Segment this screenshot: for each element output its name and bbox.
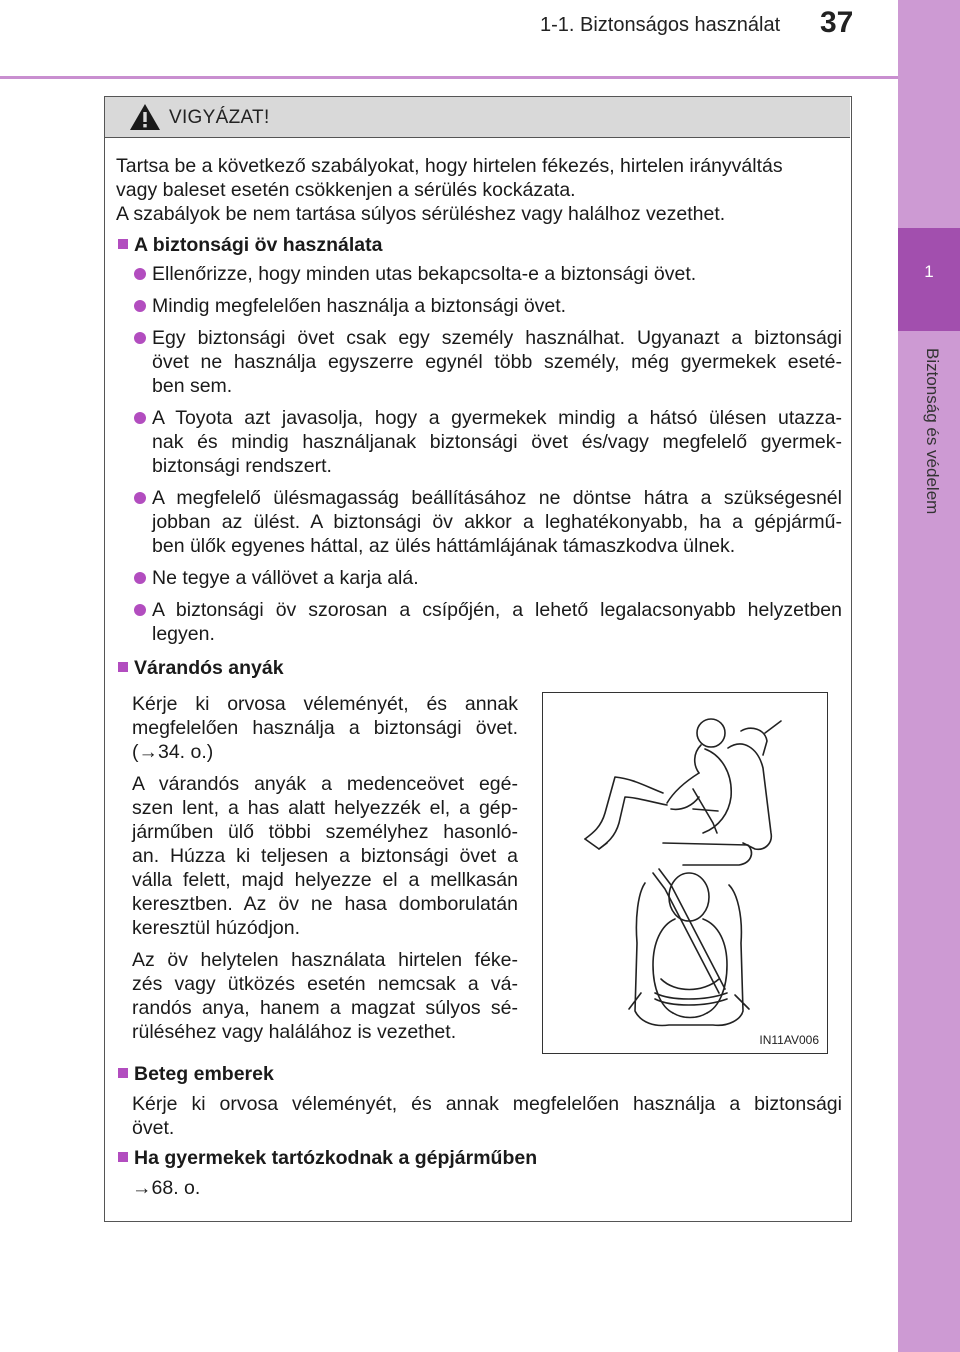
bullet-item (152, 294, 842, 318)
pregnant-paragraph-2 (132, 772, 518, 940)
paragraph-line: keresztül húzódjon. (132, 917, 301, 939)
warning-header (105, 97, 850, 138)
paragraph-line: (→34. o.) (132, 741, 214, 763)
paragraph-line: keresztben. Az öv ne hasa domborulatán (132, 893, 518, 915)
pregnant-seatbelt-illustration (542, 692, 828, 1054)
section-heading-seatbelt: A biztonsági öv használata (134, 234, 383, 256)
paragraph-line: szen lent, a has alatt helyezzék el, a gép- (132, 797, 518, 819)
header-divider (0, 76, 898, 79)
section-title: 1-1. Biztonságos használat (540, 14, 781, 36)
intro-line: vagy baleset esetén csökkenjen a sérülés kockázata. (116, 179, 576, 201)
warning-title: VIGYÁZAT! (169, 107, 270, 128)
children-reference (132, 1176, 432, 1200)
warning-triangle-icon (129, 103, 161, 131)
bullet-line: Egy biztonsági övet csak egy személy használhat. Ugyanazt a biztonsági (152, 327, 842, 349)
paragraph-line: megfelelően használja a biztonsági övet. (132, 717, 518, 739)
chapter-title: Biztonság és védelem (923, 348, 942, 515)
bullet-dot-icon (134, 412, 146, 424)
bullet-line: Ellenőrizze, hogy minden utas bekapcsolta-e a biztonsági övet. (152, 263, 697, 285)
section-square-icon (118, 662, 128, 672)
bullet-line: nak és mindig használjanak biztonsági övet és/vagy megfelelő gyermek- (152, 431, 842, 453)
intro-line: Tartsa be a következő szabályokat, hogy hirtelen fékezés, hirtelen irányváltás (116, 155, 783, 177)
paragraph-line: randós anya, hanem a magzat súlyos sé- (132, 997, 518, 1019)
bullet-line: ben sem. (152, 375, 233, 397)
section-heading-children: Ha gyermekek tartózkodnak a gépjárműben (134, 1147, 538, 1169)
bullet-line: Ne tegye a vállövet a karja alá. (152, 567, 419, 589)
section-square-icon (118, 1152, 128, 1162)
bullet-dot-icon (134, 572, 146, 584)
paragraph-line: rüléséhez vagy halálához is vezethet. (132, 1021, 457, 1043)
paragraph-line: járműben ülő többi személyhez hasonló- (132, 821, 518, 843)
section-square-icon (118, 1068, 128, 1078)
pregnant-paragraph-1 (132, 692, 518, 764)
paragraph-line: A várandós anyák a medenceövet egé- (132, 773, 518, 795)
paragraph-line: válla felett, majd helyezze el a mellkasán (132, 869, 518, 891)
bullet-dot-icon (134, 604, 146, 616)
bullet-dot-icon (134, 492, 146, 504)
pregnant-paragraph-3 (132, 948, 518, 1044)
sick-paragraph (132, 1092, 842, 1140)
bullet-item (152, 486, 842, 558)
section-heading-pregnant: Várandós anyák (134, 657, 284, 679)
bullet-item (152, 598, 842, 646)
bullet-item (152, 566, 842, 590)
paragraph-line: Kérje ki orvosa véleményét, és annak megfelelően használja a biztonsági (132, 1093, 842, 1115)
figure-code: IN11AV006 (759, 1033, 819, 1047)
bullet-dot-icon (134, 300, 146, 312)
paragraph-line: an. Húzza ki teljesen a biztonsági övet a (132, 845, 518, 867)
bullet-item (152, 262, 842, 286)
paragraph-line: övet. (132, 1117, 175, 1139)
page-reference-link[interactable]: →68. o. (132, 1177, 201, 1199)
bullet-item (152, 326, 842, 398)
bullet-line: A biztonsági öv szorosan a csípőjén, a lehető legalacsonyabb helyzetben (152, 599, 842, 621)
page-number: 37 (820, 6, 854, 39)
section-heading-sick: Beteg emberek (134, 1063, 274, 1085)
bullet-line: ben ülők egyenes háttal, az ülés háttámlájának támaszkodva ülnek. (152, 535, 736, 557)
intro-line: A szabályok be nem tartása súlyos sérüléshez vagy halálhoz vezethet. (116, 203, 726, 225)
bullet-line: jobban az ülést. A biztonsági öv akkor a leghatékonyabb, ha a gépjármű- (152, 511, 842, 533)
bullet-item (152, 406, 842, 478)
bullet-dot-icon (134, 268, 146, 280)
pregnant-woman-seated-illustration (543, 693, 826, 1033)
bullet-line: övet ne használja egyszerre egynél több személy, még gyermekek eseté- (152, 351, 842, 373)
paragraph-line: Kérje ki orvosa véleményét, és annak (132, 693, 518, 715)
chapter-number: 1 (924, 262, 934, 281)
bullet-dot-icon (134, 332, 146, 344)
bullet-line: biztonsági rendszert. (152, 455, 332, 477)
bullet-line: legyen. (152, 623, 215, 645)
bullet-line: Mindig megfelelően használja a biztonsági övet. (152, 295, 567, 317)
bullet-line: A Toyota azt javasolja, hogy a gyermekek mindig a hátsó ülésen utazza- (152, 407, 842, 429)
bullet-line: A megfelelő ülésmagasság beállításához ne döntse hátra a szükségesnél (152, 487, 842, 509)
paragraph-line: Az öv helytelen használata hirtelen féke- (132, 949, 518, 971)
section-square-icon (118, 239, 128, 249)
paragraph-line: zés vagy ütközés esetén nemcsak a vá- (132, 973, 518, 995)
warning-intro (116, 154, 842, 226)
